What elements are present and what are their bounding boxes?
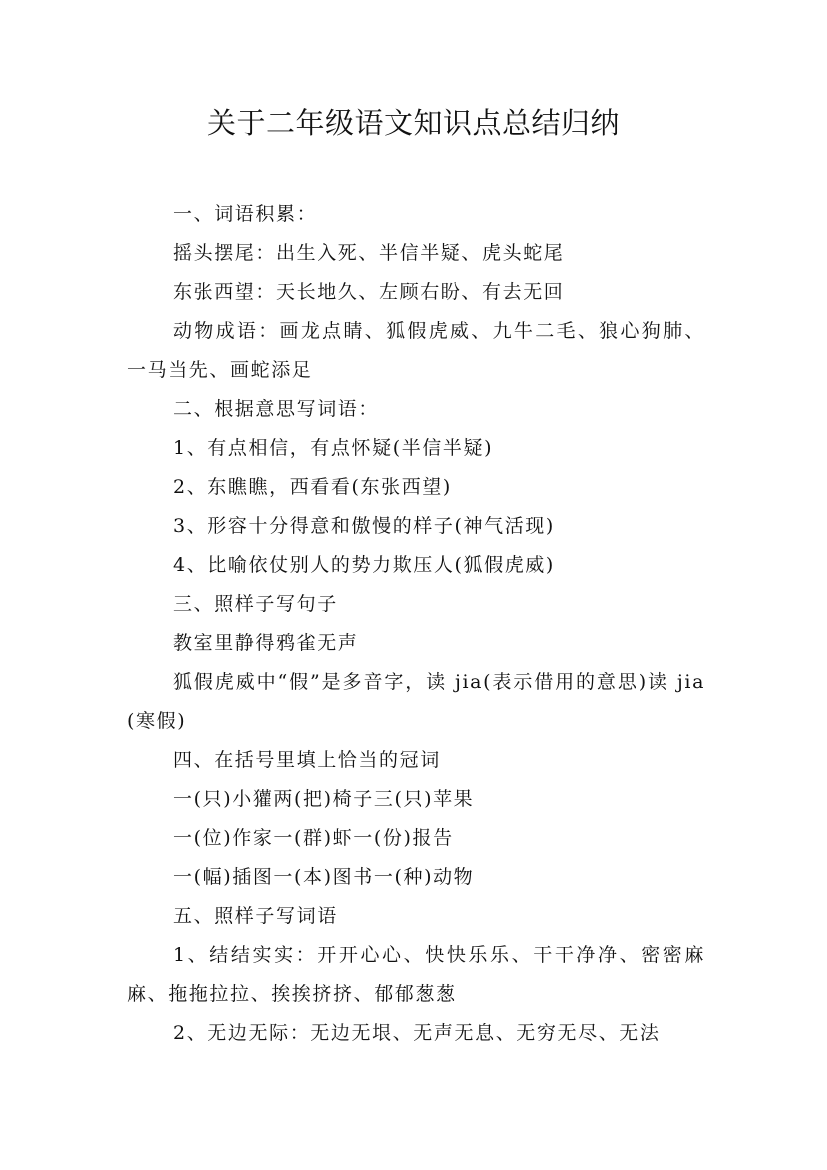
paragraph: 摇头摆尾：出生入死、半信半疑、虎头蛇尾	[173, 242, 565, 264]
paragraph: 4、比喻依仗别人的势力欺压人(狐假虎威)	[173, 554, 555, 576]
paragraph: 狐假虎威中“假”是多音字，读 jia(表示借用的意思)读 jia(寒假)	[127, 671, 705, 732]
paragraph: 1、结结实实：开开心心、快快乐乐、干干净净、密密麻麻、拖拖拉拉、挨挨挤挤、郁郁葱葱	[127, 944, 705, 1005]
document-body	[127, 195, 705, 1053]
document-title: 关于二年级语文知识点总结归纳	[206, 106, 620, 140]
paragraph: 教室里静得鸦雀无声	[173, 632, 359, 654]
section-heading-3: 三、照样子写句子	[173, 593, 338, 615]
paragraph: 一(位)作家一(群)虾一(份)报告	[173, 827, 454, 849]
section-heading-1: 一、词语积累：	[173, 203, 318, 225]
paragraph: 一(只)小獾两(把)椅子三(只)苹果	[173, 788, 475, 810]
section-heading-2: 二、根据意思写词语：	[173, 398, 380, 420]
section-heading-4: 四、在括号里填上恰当的冠词	[173, 749, 441, 771]
paragraph: 动物成语：画龙点睛、狐假虎威、九牛二毛、狼心狗肺、一马当先、画蛇添足	[127, 320, 705, 381]
paragraph: 2、东瞧瞧，西看看(东张西望)	[173, 476, 452, 498]
paragraph: 东张西望：天长地久、左顾右盼、有去无回	[173, 281, 565, 303]
paragraph: 3、形容十分得意和傲慢的样子(神气活现)	[173, 515, 555, 537]
paragraph: 一(幅)插图一(本)图书一(种)动物	[173, 866, 475, 888]
paragraph: 1、有点相信，有点怀疑(半信半疑)	[173, 437, 494, 459]
section-heading-5: 五、照样子写词语	[173, 905, 338, 927]
paragraph: 2、无边无际：无边无垠、无声无息、无穷无尽、无法	[173, 1022, 661, 1044]
